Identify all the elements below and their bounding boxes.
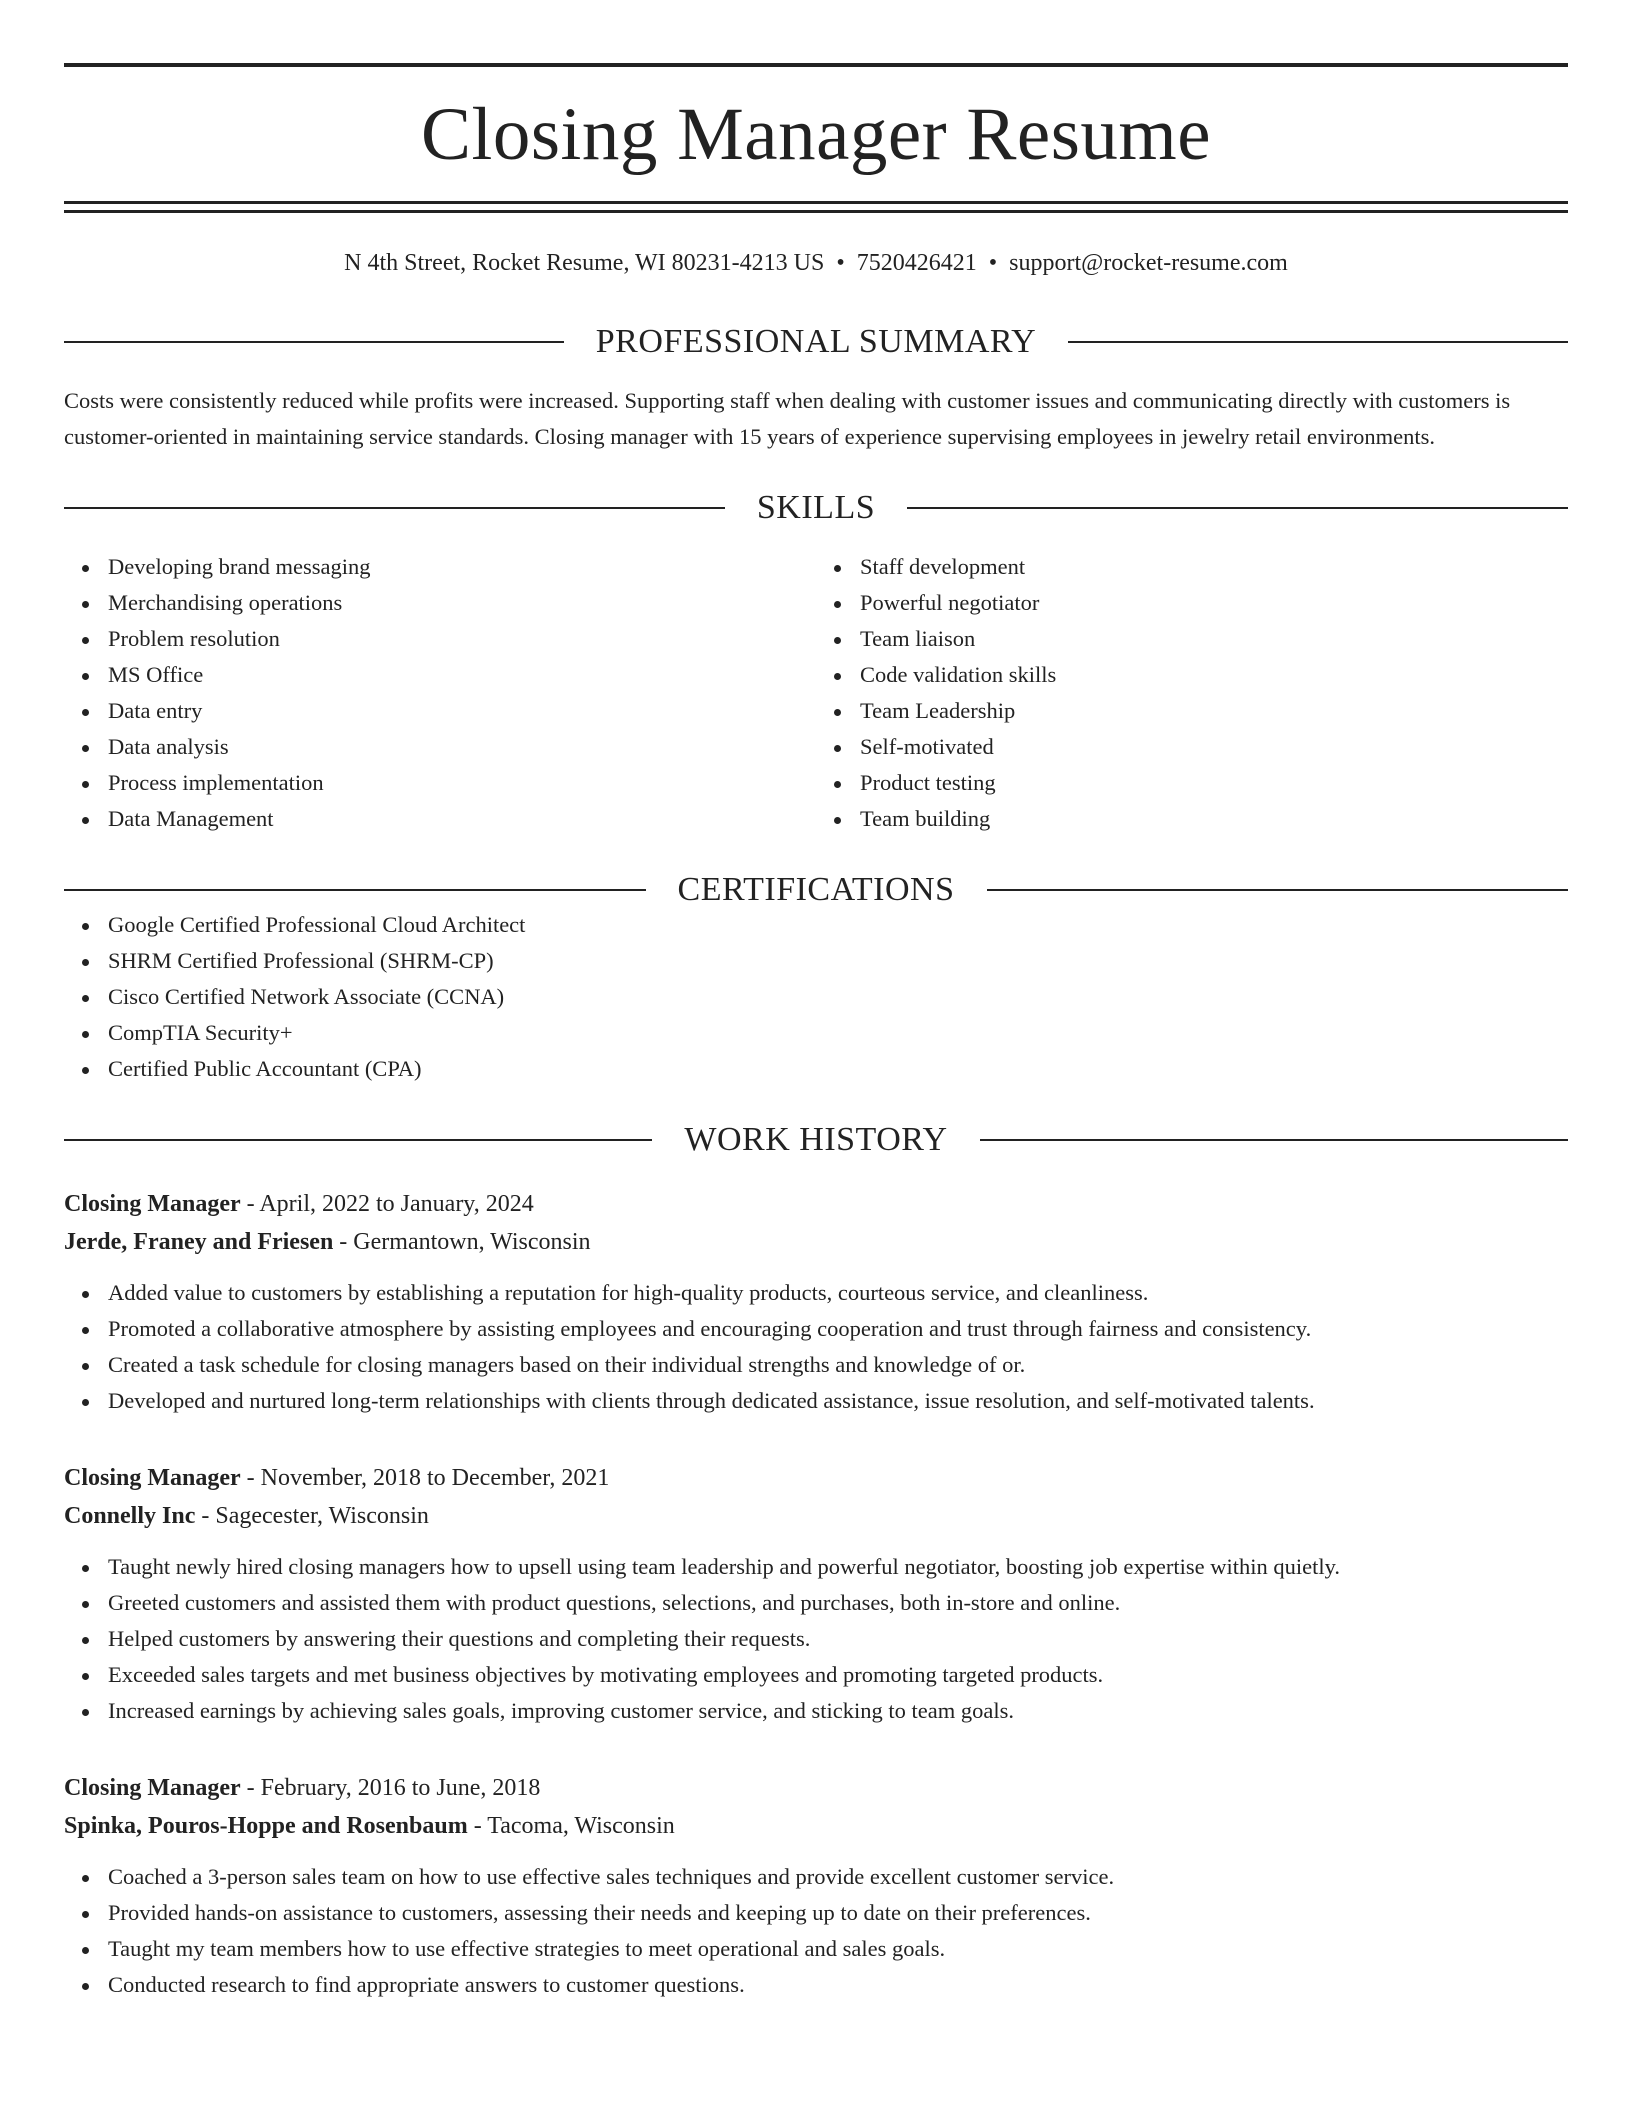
heading-rule-right <box>987 889 1569 891</box>
job-duty-item: Coached a 3-person sales team on how to use effective sales techniques and provide excellent customer service. <box>108 1859 1568 1895</box>
job-title-line: Closing Manager - February, 2016 to June, 2018 <box>64 1775 541 1801</box>
heading-rule-left <box>64 341 564 343</box>
skill-item: Process implementation <box>108 765 816 801</box>
job-location: Germantown, Wisconsin <box>353 1229 591 1255</box>
job-company-line: Jerde, Franey and Friesen - Germantown, Wisconsin <box>64 1229 591 1255</box>
certifications-heading <box>64 873 1568 907</box>
work-history-heading-title: WORK HISTORY <box>684 1121 948 1158</box>
certifications-list <box>64 907 1568 1087</box>
heading-rule-left <box>64 507 725 509</box>
skill-item: Self-motivated <box>860 729 1568 765</box>
skills-heading-title: SKILLS <box>756 489 876 526</box>
job-duty-item: Promoted a collaborative atmosphere by assisting employees and encouraging cooperation and trust through fairness and consistency. <box>108 1311 1568 1347</box>
contact-phone: 7520426421 <box>856 250 977 276</box>
job-duty-item: Taught newly hired closing managers how to upsell using team leadership and powerful negotiator, boosting job expertise within quietly. <box>108 1549 1568 1585</box>
skill-item: Product testing <box>860 765 1568 801</box>
summary-heading-title: PROFESSIONAL SUMMARY <box>595 323 1037 360</box>
certification-item: SHRM Certified Professional (SHRM-CP) <box>108 943 1568 979</box>
skill-item: Problem resolution <box>108 621 816 657</box>
skill-item: Data entry <box>108 693 816 729</box>
job-duties-list <box>64 1859 1568 2003</box>
heading-rule-right <box>980 1139 1568 1141</box>
job-duty-item: Helped customers by answering their questions and completing their requests. <box>108 1621 1568 1657</box>
job-entry <box>64 1185 1568 1419</box>
job-dates: April, 2022 to January, 2024 <box>259 1191 534 1217</box>
job-entry <box>64 1769 1568 2003</box>
resume-title: Closing Manager Resume <box>420 93 1212 176</box>
summary-heading <box>64 325 1568 359</box>
certifications-heading-title: CERTIFICATIONS <box>677 871 955 908</box>
heading-rule-right <box>1068 341 1568 343</box>
top-rule <box>64 63 1568 67</box>
job-duties-list <box>64 1275 1568 1419</box>
work-history-heading <box>64 1123 1568 1157</box>
skills-list-left <box>64 549 816 837</box>
certification-item: Google Certified Professional Cloud Architect <box>108 907 1568 943</box>
job-entry <box>64 1459 1568 1729</box>
job-duty-item: Increased earnings by achieving sales goals, improving customer service, and sticking to team goals. <box>108 1693 1568 1729</box>
summary-text: Costs were consistently reduced while profits were increased. Supporting staff when dealing with customer issues and communicating directly with customers is customer-oriented in maintaining service standards. Closing manager with 15 years of experience supervising employees in jewelry retail environments. <box>64 388 1511 449</box>
job-company: Spinka, Pouros-Hoppe and Rosenbaum <box>64 1813 468 1839</box>
job-company: Jerde, Franey and Friesen <box>64 1229 334 1255</box>
heading-rule-right <box>907 507 1568 509</box>
certification-item: Cisco Certified Network Associate (CCNA) <box>108 979 1568 1015</box>
contact-separator: • <box>836 250 845 276</box>
skills-columns <box>64 549 1568 837</box>
skill-item: Data analysis <box>108 729 816 765</box>
job-dates: November, 2018 to December, 2021 <box>260 1465 610 1491</box>
job-duties-list <box>64 1549 1568 1729</box>
job-title: Closing Manager <box>64 1465 241 1491</box>
job-title: Closing Manager <box>64 1775 241 1801</box>
skill-item: Code validation skills <box>860 657 1568 693</box>
job-location: Tacoma, Wisconsin <box>487 1813 675 1839</box>
certification-item: Certified Public Accountant (CPA) <box>108 1051 1568 1087</box>
contact-separator: • <box>988 250 998 276</box>
skills-list-right <box>816 549 1568 837</box>
job-duty-item: Taught my team members how to use effective strategies to meet operational and sales goals. <box>108 1931 1568 1967</box>
heading-rule-left <box>64 889 646 891</box>
job-duty-item: Provided hands-on assistance to customers, assessing their needs and keeping up to date on their preferences. <box>108 1895 1568 1931</box>
contact-address: N 4th Street, Rocket Resume, WI 80231-4213 US <box>344 250 825 276</box>
job-dates: February, 2016 to June, 2018 <box>260 1775 541 1801</box>
skill-item: Team Leadership <box>860 693 1568 729</box>
skills-heading <box>64 491 1568 525</box>
job-location: Sagecester, Wisconsin <box>215 1503 429 1529</box>
heading-rule-left <box>64 1139 652 1141</box>
job-duty-item: Developed and nurtured long-term relationships with clients through dedicated assistance, issue resolution, and self-motivated talents. <box>108 1383 1568 1419</box>
skill-item: Powerful negotiator <box>860 585 1568 621</box>
job-company-line: Spinka, Pouros-Hoppe and Rosenbaum - Tacoma, Wisconsin <box>64 1813 675 1839</box>
certification-item: CompTIA Security+ <box>108 1015 1568 1051</box>
title-rule-lower <box>64 210 1568 213</box>
job-title: Closing Manager <box>64 1191 241 1217</box>
skill-item: Data Management <box>108 801 816 837</box>
job-company-line: Connelly Inc - Sagecester, Wisconsin <box>64 1503 429 1529</box>
job-duty-item: Added value to customers by establishing a reputation for high-quality products, courteous service, and cleanliness. <box>108 1275 1568 1311</box>
job-duty-item: Conducted research to find appropriate answers to customer questions. <box>108 1967 1568 2003</box>
skill-item: Team building <box>860 801 1568 837</box>
skill-item: Developing brand messaging <box>108 549 816 585</box>
contact-line <box>64 251 1568 275</box>
skill-item: MS Office <box>108 657 816 693</box>
job-duty-item: Greeted customers and assisted them with product questions, selections, and purchases, both in-store and online. <box>108 1585 1568 1621</box>
title-rule-upper <box>64 201 1568 204</box>
job-duty-item: Exceeded sales targets and met business objectives by motivating employees and promoting targeted products. <box>108 1657 1568 1693</box>
job-title-line: Closing Manager - April, 2022 to January, 2024 <box>64 1191 534 1217</box>
job-title-line: Closing Manager - November, 2018 to December, 2021 <box>64 1465 610 1491</box>
skill-item: Team liaison <box>860 621 1568 657</box>
skill-item: Merchandising operations <box>108 585 816 621</box>
job-company: Connelly Inc <box>64 1503 196 1529</box>
job-duty-item: Created a task schedule for closing managers based on their individual strengths and knowledge of or. <box>108 1347 1568 1383</box>
contact-email: support@rocket-resume.com <box>1009 250 1288 276</box>
skill-item: Staff development <box>860 549 1568 585</box>
